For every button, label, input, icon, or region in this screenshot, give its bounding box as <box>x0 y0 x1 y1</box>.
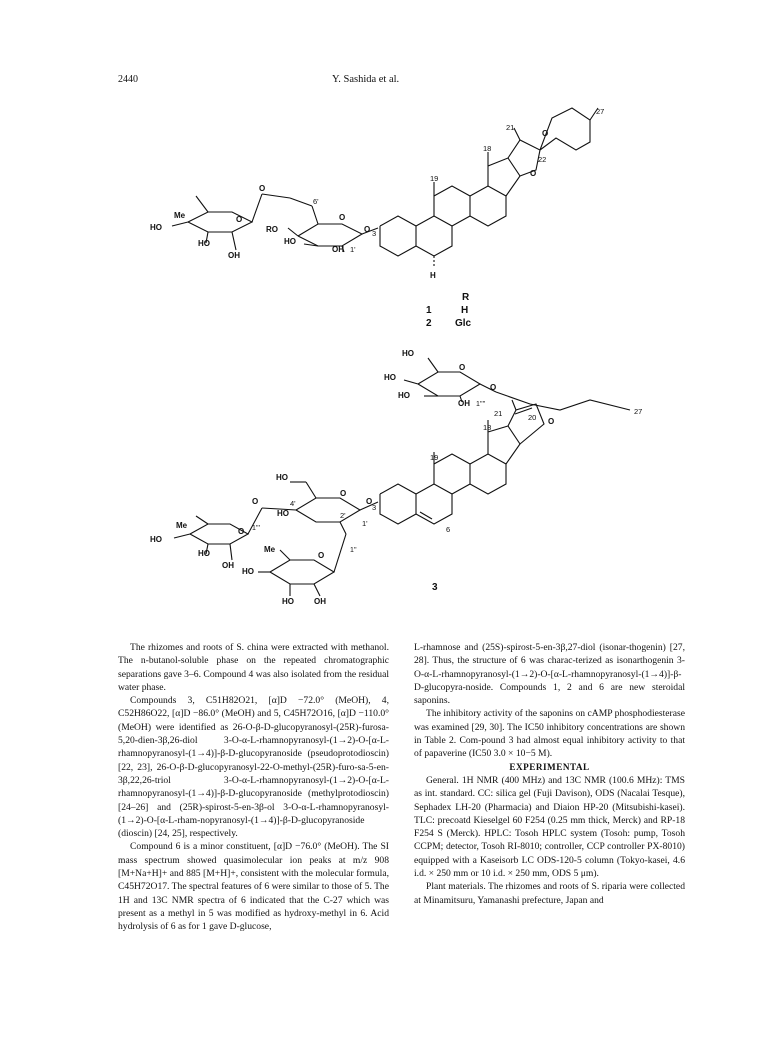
compound-3-number: 3 <box>432 582 438 593</box>
locant-1pp: 1'' <box>350 547 357 554</box>
ho-label: HO <box>284 237 296 246</box>
ho-label: HO <box>198 239 210 248</box>
o-label: O <box>542 129 549 138</box>
ro-label: RO <box>266 225 278 234</box>
r-header: R <box>462 292 470 303</box>
paragraph: Compound 6 is a minor constituent, [α]D −76.0° (MeOH). The SI mass spectrum showed quasimolecular ion peaks at m/z 908 [M+Na+H]+ and 885 [M+H]+, consistent with the molecular formula, C45H72O17. The spectral features of 6 were similar to those of 5. The 1H and 13C NMR spectra of 6 indicated that the C-27 which was present as a methyl in 5 was modified as hydroxy-methyl in 6. Acid hydrolysis of 6 as for 1 gave D-glucose, <box>118 841 389 933</box>
locant-20: 20 <box>528 413 537 422</box>
locant-18: 18 <box>483 423 492 432</box>
locant-3: 3 <box>372 229 377 238</box>
running-head: Y. Sashida et al. <box>332 74 400 85</box>
o-label: O <box>236 215 243 224</box>
locant-22: 22 <box>538 155 547 164</box>
oh-label: OH <box>332 245 344 254</box>
compound-2-number: 2 <box>426 318 432 329</box>
compound-1-r: H <box>461 305 469 316</box>
o-label: O <box>366 497 373 506</box>
ho-label: HO <box>384 373 396 382</box>
ho-label: HO <box>242 567 254 576</box>
me-label: Me <box>176 521 188 530</box>
locant-2p: 2' <box>340 511 346 520</box>
locant-19: 19 <box>430 453 439 462</box>
paragraph: Compounds 3, C51H82O21, [α]D −72.0° (MeOH), 4, C52H86O22, [α]D −86.0° (MeOH) and 5, C45H72O16, [α]D −110.0° (MeOH) were identified as 26-O-β-D-glucopyranosyl-(25R)-furosa-5,20-dien-3β,26-diol 3-O-α-L-rhamnopyranosyl-(1→2)-O-[α-L-rhamnopyranosyl-(1→4)]-β-D-glucopyranoside (pseudoprotodioscin) [22, 23], 26-O-β-D-glucopyranosyl-22-O-methyl-(25R)-furo-sa-5-en-3β,22,26-triol 3-O-α-L-rhamnopyranosyl-(1→2)-O-[α-L-rhamnopyranosyl-(1→4)]-β-D-glucopyranoside (methylprotodioscin) [24–26] and (25R)-spirost-5-en-3β-ol 3-O-α-L-rhamnopyranosyl-(1→2)-O-[α-L-rham-nopyranosyl-(1→4)]-β-D-glucopyranoside (dioscin) [24, 25], respectively. <box>118 695 389 840</box>
o-label: O <box>339 213 346 222</box>
o-label: O <box>490 383 497 392</box>
o-label: O <box>530 169 537 178</box>
locant-19: 19 <box>430 174 439 183</box>
text-column-right <box>414 641 685 907</box>
ho-label: HO <box>150 223 162 232</box>
ho-label: HO <box>277 509 289 518</box>
me-label: Me <box>264 545 276 554</box>
oh-label: OH <box>222 561 234 570</box>
locant-6p: 6' <box>313 197 319 206</box>
locant-1ppp: 1''' <box>252 525 260 532</box>
paragraph: Plant materials. The rhizomes and roots of S. riparia were collected at Minamitsuru, Yamanashi prefecture, Japan and <box>414 881 685 906</box>
oh-label: OH <box>228 251 240 260</box>
oh-label: OH <box>314 597 326 606</box>
locant-18: 18 <box>483 144 492 153</box>
paragraph: General. 1H NMR (400 MHz) and 13C NMR (100.6 MHz): TMS as int. standard. CC: silica gel (Fuji Davison), ODS (Nacalai Tesque), Sephadex LH-20 (Pharmacia) and Diaion HP-20 (Mitsubishi-kasei). TLC: precoatd Kieselgel 60 F254 (0.25 mm thick, Merck) and RP-18 F254 S (Merck). HPLC: Tosoh HPLC system (Tosoh: pump, Tosoh CCPM; detector, Tosoh RI-8010; controller, CCP controller PX-8010) equipped with a Kaseisorb LC ODS-120-5 column (Tokyo-kasei, 4.6 i.d. × 250 mm or 10 i.d. × 250 mm, ODS 5 μm). <box>414 774 685 880</box>
oh-label: OH <box>458 399 470 408</box>
o-label: O <box>364 225 371 234</box>
compound-1-number: 1 <box>426 305 432 316</box>
ho-label: HO <box>282 597 294 606</box>
locant-21: 21 <box>494 409 503 418</box>
locant-4p: 4' <box>290 499 296 508</box>
paragraph: L-rhamnose and (25S)-spirost-5-en-3β,27-diol (isonar-thogenin) [27, 28]. Thus, the structure of 6 was charac-terized as isonarthogenin 3-O-α-L-rhamnopyranosyl-(1→2)-O-[α-L-rhamnopyranosyl-(1→4)]-β-D-glucopyra-noside. Compounds 1, 2 and 6 are new steroidal saponins. <box>414 642 685 707</box>
page-number: 2440 <box>118 74 138 85</box>
paragraph: The rhizomes and roots of S. china were extracted with methanol. The n-butanol-soluble phase on the repeated chromatographic separations gave 3–6. Compound 4 was also isolated from the residual water phase. <box>118 642 389 693</box>
locant-6: 6 <box>446 525 451 534</box>
h-label: H <box>430 271 436 280</box>
locant-21: 21 <box>506 123 515 132</box>
compound-2-r: Glc <box>455 318 472 329</box>
section-heading: EXPERIMENTAL <box>509 761 590 772</box>
o-label: O <box>340 489 347 498</box>
locant-27: 27 <box>596 107 605 116</box>
paragraph: The inhibitory activity of the saponins on cAMP phosphodiesterase was examined [29, 30]. The IC50 inhibitory concentrations are shown in Table 2. Com-pound 3 had almost equal inhibitory activity to that of papaverine (IC50 3.0 × 10−5 M). <box>414 708 685 760</box>
ho-label: HO <box>402 349 414 358</box>
ho-label: HO <box>276 473 288 482</box>
locant-1p: 1' <box>350 245 356 254</box>
ho-label: HO <box>150 535 162 544</box>
o-label: O <box>238 527 245 536</box>
me-label: Me <box>174 211 186 220</box>
locant-3: 3 <box>372 503 377 512</box>
text-column-left <box>118 641 389 934</box>
ho-label: HO <box>198 549 210 558</box>
o-label: O <box>459 363 466 372</box>
o-label: O <box>318 551 325 560</box>
o-label: O <box>259 184 266 193</box>
locant-1pppp: 1'''' <box>476 401 486 408</box>
locant-27: 27 <box>634 407 643 416</box>
ho-label: HO <box>398 391 410 400</box>
o-label: O <box>548 417 555 426</box>
locant-1p: 1' <box>362 519 368 528</box>
o-label: O <box>252 497 259 506</box>
